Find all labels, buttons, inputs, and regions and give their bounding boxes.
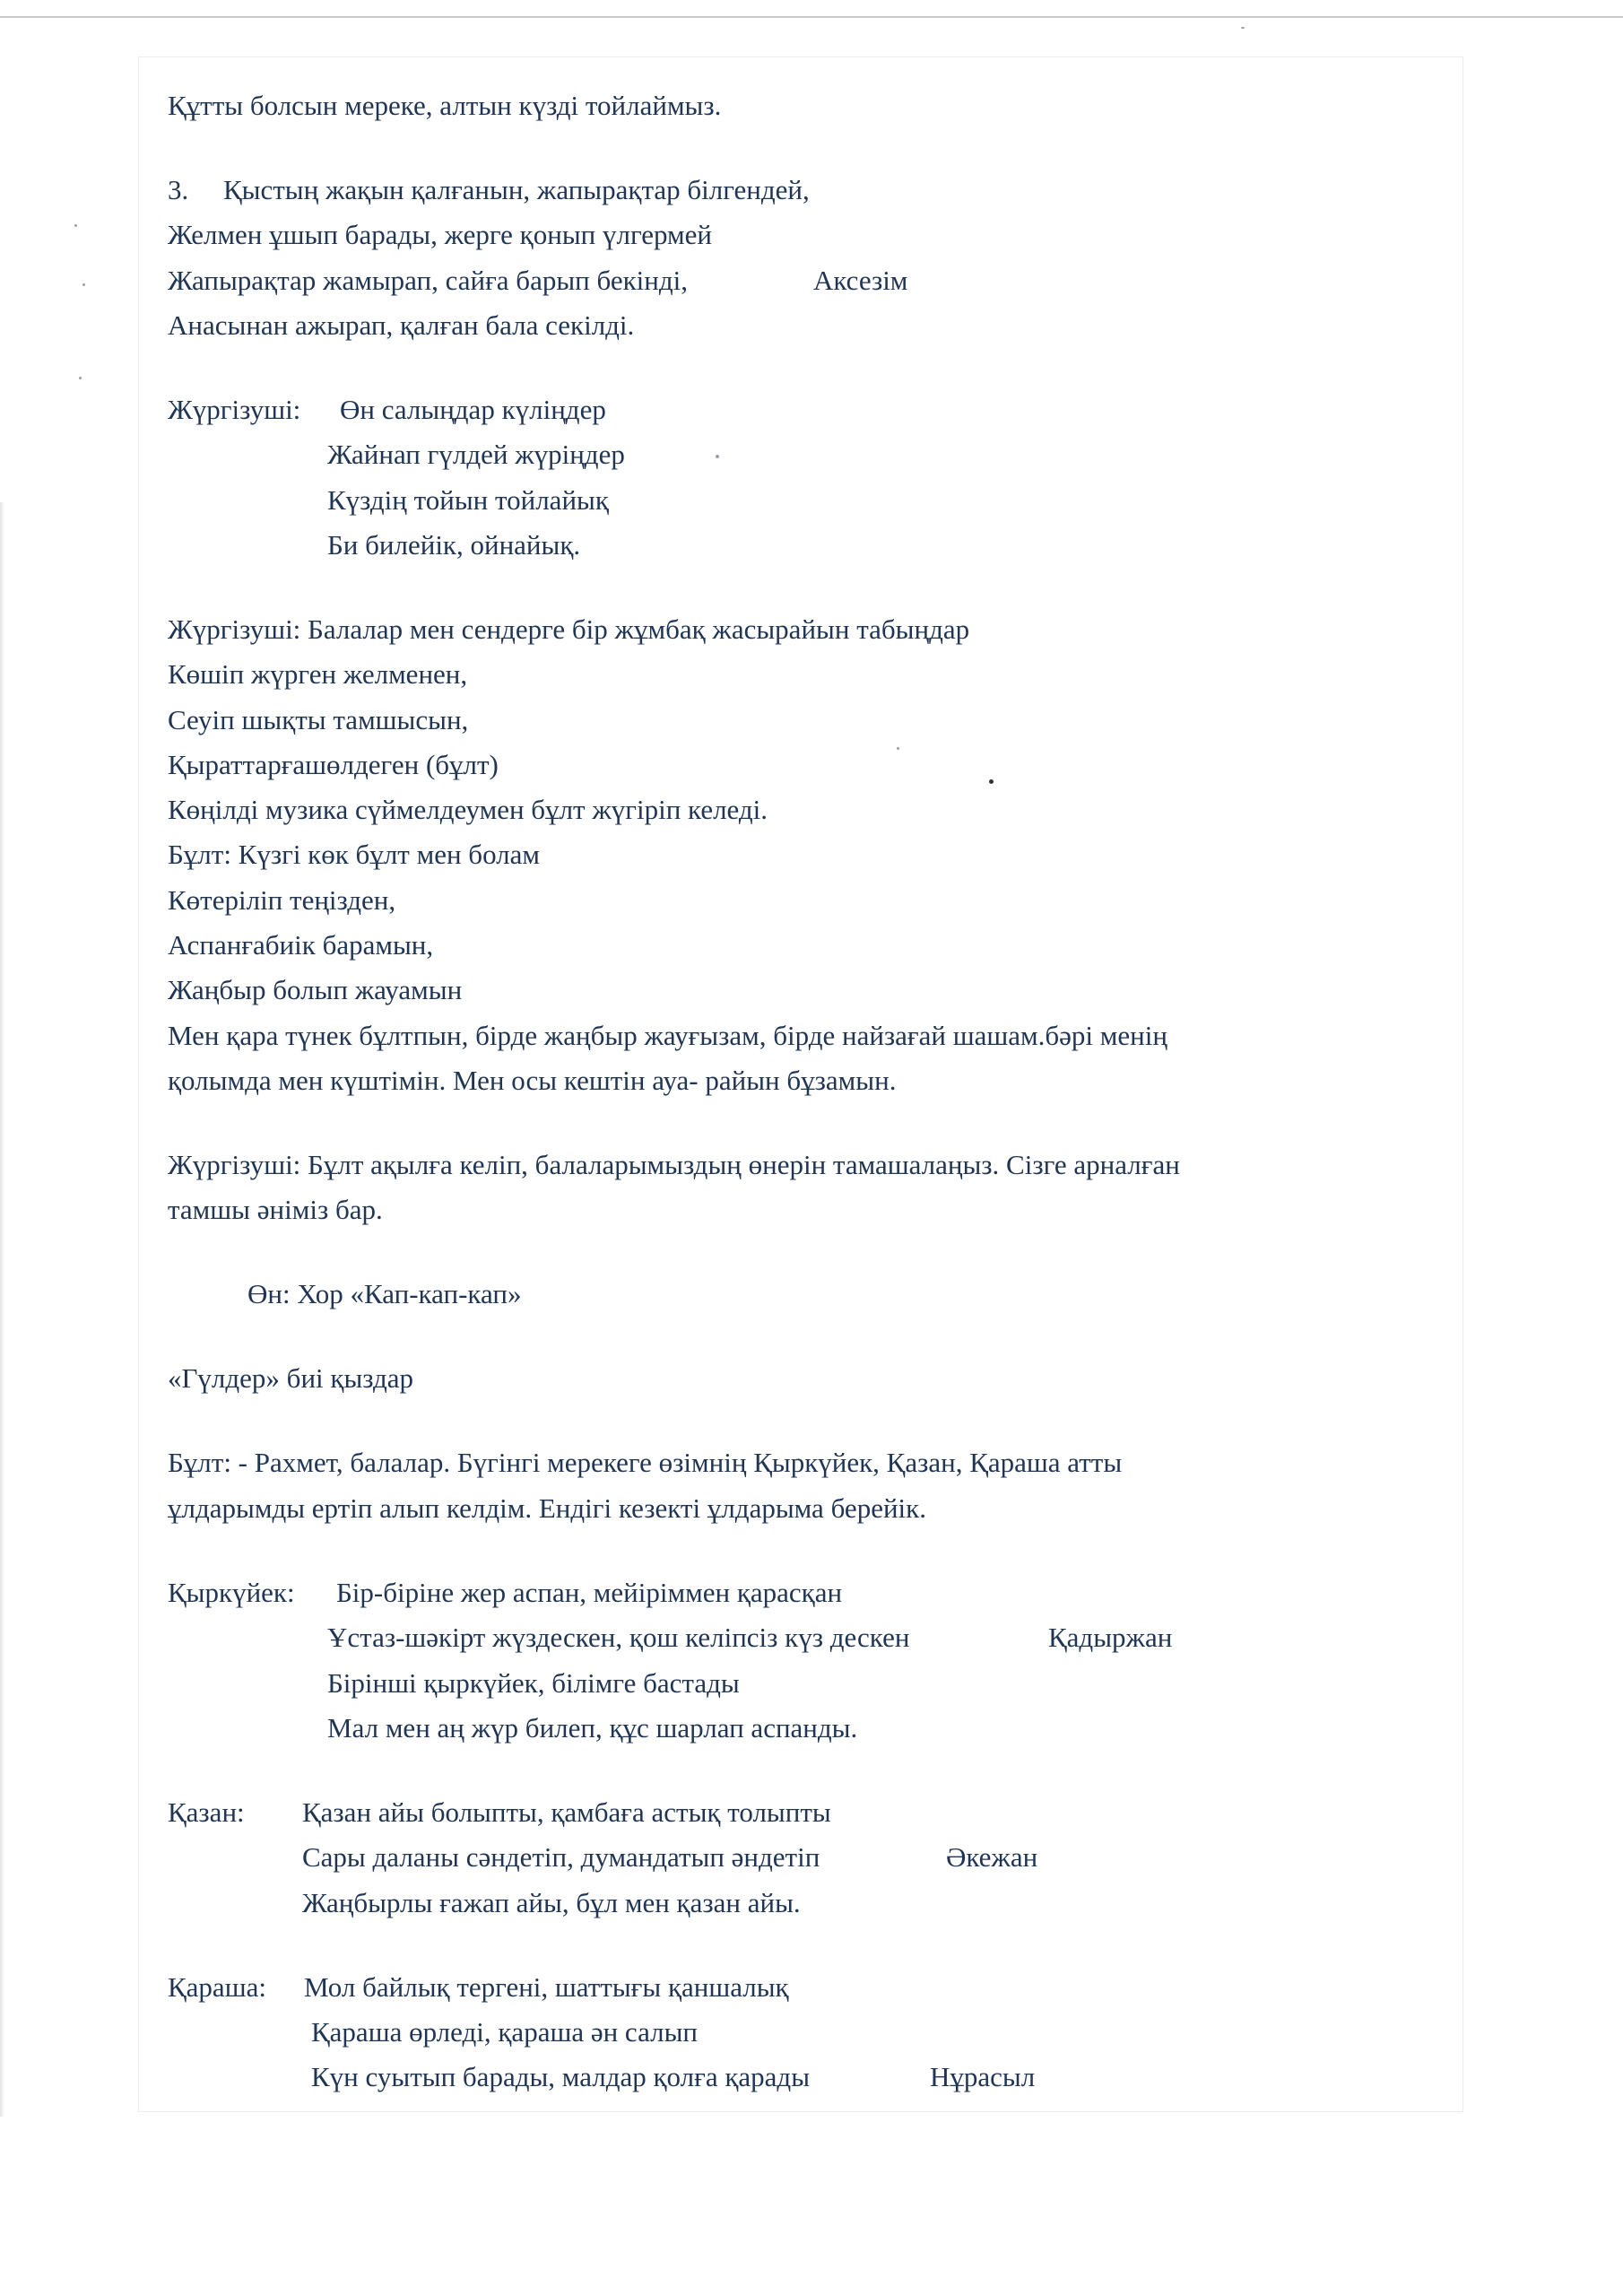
text-line: Жүргізуші: Балалар мен сендерге бір жұмбақ жасырайын табыңдар — [168, 613, 970, 645]
speaker-label: Қазан: — [168, 1796, 245, 1828]
scan-left-edge-shadow — [0, 502, 4, 2117]
performer-name: Аксезім — [813, 265, 908, 296]
performer-name: Нұрасыл — [930, 2061, 1036, 2092]
verse-number: 3. — [168, 174, 189, 205]
scan-speck — [79, 377, 82, 379]
text-line: Жапырақтар жамырап, сайға барып бекінді, — [168, 265, 689, 296]
text-line: Бірінші қыркүйек, білімге бастады — [327, 1667, 740, 1699]
text-line: Күн суытып барады, малдар қолға қарады — [311, 2061, 811, 2092]
text-line: Бір-біріне жер аспан, мейіріммен қарасқан — [336, 1577, 843, 1608]
program-item: «Гүлдер» биі қыздар — [168, 1362, 414, 1394]
text-line: Сары даланы сәндетіп, думандатып әндетіп — [302, 1841, 820, 1873]
text-line: Желмен ұшып барады, жерге қонып үлгермей — [168, 219, 713, 250]
text-line: Көңілді музика сүймелдеумен бұлт жүгіріп келеді. — [168, 794, 768, 825]
text-line: Би билейік, ойнайық. — [327, 529, 581, 561]
text-line: Бұлт: - Рахмет, балалар. Бүгінгі мерекеге өзімнің Қыркүйек, Қазан, Қараша атты — [168, 1447, 1123, 1478]
speaker-label: Қараша: — [168, 1971, 266, 2003]
text-line: Көшіп жүрген желменен, — [168, 658, 468, 690]
text-line: Аспанғабиік барамын, — [168, 929, 434, 961]
text-line: Бұлт: Күзгі көк бұлт мен болам — [168, 839, 541, 870]
text-line: Мол байлық тергені, шаттығы қаншалық — [304, 1971, 789, 2003]
scan-speck — [74, 224, 77, 227]
speaker-label: Қыркүйек: — [168, 1577, 295, 1608]
text-line: Жаңбырлы ғажап айы, бұл мен қазан айы. — [302, 1887, 801, 1918]
text-line: Жүргізуші: Бұлт ақылға келіп, балаларымыздың өнерін тамашалаңыз. Сізге арналған — [168, 1149, 1180, 1180]
scan-speck — [82, 283, 85, 286]
text-line: Көтеріліп теңізден, — [168, 884, 396, 916]
text-line: Жаңбыр болып жауамын — [168, 974, 463, 1005]
text-line: Өн салыңдар күліңдер — [340, 394, 606, 425]
text-line: Қазан айы болыпты, қамбаға астық толыпты — [302, 1796, 831, 1828]
program-item: Өн: Хор «Кап-кап-кап» — [247, 1278, 522, 1309]
text-line: Мен қара түнек бұлтпын, бірде жаңбыр жауғызам, бірде найзағай шашам.бәрі менің — [168, 1020, 1167, 1051]
scan-speck — [1241, 27, 1245, 29]
text-line: Күздің тойын тойлайық — [327, 484, 609, 516]
text-line: Құтты болсын мереке, алтын күзді тойлаймыз. — [168, 90, 722, 121]
performer-name: Қадыржан — [1048, 1622, 1173, 1653]
page-content-frame — [138, 57, 1463, 2112]
speaker-label: Жүргізуші: — [168, 394, 301, 425]
text-line: Сеуіп шықты тамшысын, — [168, 704, 469, 735]
text-line: Ұстаз-шәкірт жүздескен, қош келіпсіз күз дескен — [327, 1622, 910, 1653]
text-line: Қараша өрледі, қараша ән салып — [311, 2016, 698, 2048]
text-line: Мал мен аң жүр билеп, құс шарлап аспанды. — [327, 1712, 858, 1744]
text-line: Анасынан ажырап, қалған бала секілді. — [168, 309, 635, 341]
performer-name: Әкежан — [946, 1841, 1038, 1873]
scan-top-edge-line — [0, 16, 1623, 18]
text-line: тамшы әніміз бар. — [168, 1194, 383, 1225]
text-line: Жайнап гүлдей жүріңдер — [327, 439, 625, 470]
text-line: ұлдарымды ертіп алып келдім. Ендігі кезекті ұлдарыма берейік. — [168, 1492, 926, 1524]
text-line: қолымда мен күштімін. Мен осы кештін ауа- райын бұзамын. — [168, 1065, 897, 1096]
text-line: Қыстың жақын қалғанын, жапырақтар білгендей, — [223, 174, 810, 205]
text-line: Қыраттарғашөлдеген (бұлт) — [168, 749, 499, 780]
